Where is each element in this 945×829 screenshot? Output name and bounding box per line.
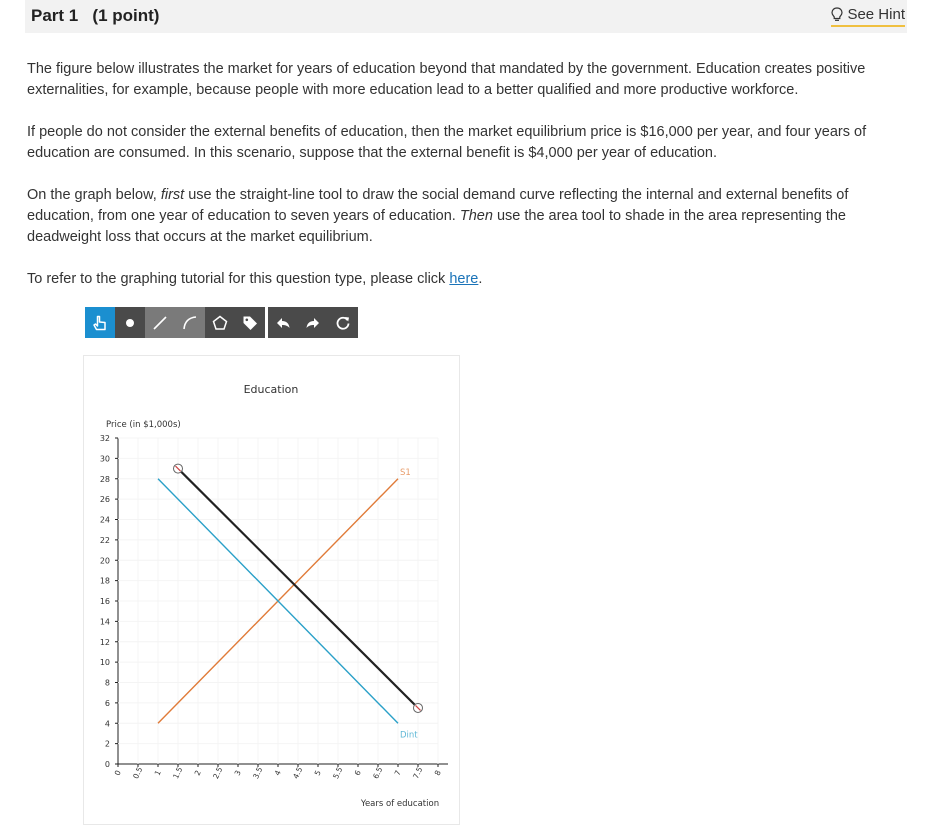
tool-reset[interactable]	[328, 307, 358, 338]
instruction-text-b: use the straight-line tool to draw the social demand curve reflecting the internal and external benefits of education, from one year of education to seven years of education.	[27, 187, 849, 224]
instruction-text-c: use the area tool to shade in the area representing the deadweight loss that occurs at the market equilibrium.	[27, 208, 846, 245]
part-header	[25, 0, 907, 33]
y-tick-label: 20	[99, 556, 110, 566]
instruction-text-a: On the graph below,	[27, 187, 161, 203]
redo-icon	[304, 314, 322, 332]
y-tick-label: 12	[99, 637, 110, 647]
y-tick-label: 6	[104, 698, 110, 708]
series-label-dint: Dint	[400, 730, 418, 741]
x-tick-label: 2.5	[211, 765, 225, 781]
y-tick-label: 24	[99, 515, 110, 525]
x-tick-label: 4.5	[291, 765, 305, 781]
point-icon	[122, 315, 138, 331]
graph-panel	[83, 355, 460, 825]
x-tick-label: 7.5	[411, 765, 425, 781]
tool-undo[interactable]	[268, 307, 298, 338]
y-tick-label: 14	[99, 617, 110, 627]
x-tick-label: 6.5	[371, 765, 385, 781]
part-title	[31, 6, 159, 26]
education-chart[interactable]	[84, 356, 459, 824]
undo-icon	[274, 314, 292, 332]
tool-curve[interactable]	[175, 307, 205, 338]
y-tick-label: 4	[104, 719, 110, 729]
hint-label[interactable]: See Hint	[847, 6, 905, 23]
line-icon	[151, 314, 169, 332]
question-paragraph-2: If people do not consider the external benefits of education, then the market equilibrium price is $16,000 per year, and four years of education are consumed. In this scenario, suppose that the external benefit is $4,000 per year of education.	[27, 124, 867, 161]
y-tick-label: 0	[104, 760, 110, 769]
y-axis-label: Price (in $1,000s)	[106, 420, 181, 430]
y-tick-label: 22	[99, 535, 110, 545]
x-tick-label: 5	[312, 768, 323, 778]
y-tick-label: 30	[99, 454, 110, 464]
x-tick-label: 4	[272, 768, 283, 778]
x-tick-label: 1.5	[171, 765, 185, 781]
x-tick-label: 2	[192, 768, 203, 778]
x-tick-label: 0	[112, 768, 123, 778]
tutorial-link[interactable]: here	[449, 271, 479, 287]
curve-icon	[181, 314, 199, 332]
question-paragraph-3	[27, 185, 907, 248]
tool-polygon[interactable]	[205, 307, 235, 338]
x-tick-label: 7	[392, 768, 403, 778]
y-tick-label: 8	[104, 678, 110, 688]
tool-hand-pointer[interactable]	[85, 307, 115, 338]
x-tick-label: 6	[352, 768, 363, 778]
see-hint-link[interactable]	[831, 6, 905, 27]
x-tick-label: 3	[232, 768, 243, 778]
part-label: Part 1	[31, 6, 79, 25]
series-label-s1: S1	[400, 467, 411, 478]
y-tick-label: 10	[99, 658, 110, 668]
y-tick-label: 18	[99, 576, 110, 586]
question-paragraph-4	[27, 269, 907, 290]
tutorial-period: .	[478, 271, 483, 287]
chart-title: Education	[243, 383, 299, 396]
instruction-then: Then	[459, 208, 493, 224]
polygon-icon	[211, 314, 229, 332]
x-tick-label: 8	[432, 768, 443, 778]
x-tick-label: 0.5	[131, 765, 145, 781]
reset-icon	[334, 314, 352, 332]
y-tick-label: 2	[104, 739, 110, 749]
tool-tag[interactable]	[235, 307, 265, 338]
x-tick-label: 3.5	[251, 765, 265, 781]
part-points: (1 point)	[92, 6, 160, 25]
x-tick-label: 1	[152, 768, 163, 778]
y-tick-label: 16	[99, 597, 110, 606]
y-tick-label: 28	[99, 474, 110, 484]
lightbulb-icon	[831, 7, 843, 22]
tag-icon	[241, 314, 259, 332]
question-paragraph-1: The figure below illustrates the market for years of education beyond that mandated by the government. Education creates positive externalities, for example, because people with more education lead to a better qualified and more productive workforce.	[27, 61, 866, 98]
tool-point[interactable]	[115, 307, 145, 338]
tool-line[interactable]	[145, 307, 175, 338]
x-axis-label: Years of education	[360, 799, 440, 809]
instruction-first: first	[160, 187, 185, 203]
y-tick-label: 32	[99, 434, 110, 443]
x-tick-label: 5.5	[331, 765, 345, 781]
y-tick-label: 26	[99, 495, 110, 505]
graph-toolbar	[85, 307, 358, 338]
tutorial-text: To refer to the graphing tutorial for this question type, please click	[27, 271, 450, 287]
hand-pointer-icon	[91, 314, 109, 332]
tool-redo[interactable]	[298, 307, 328, 338]
